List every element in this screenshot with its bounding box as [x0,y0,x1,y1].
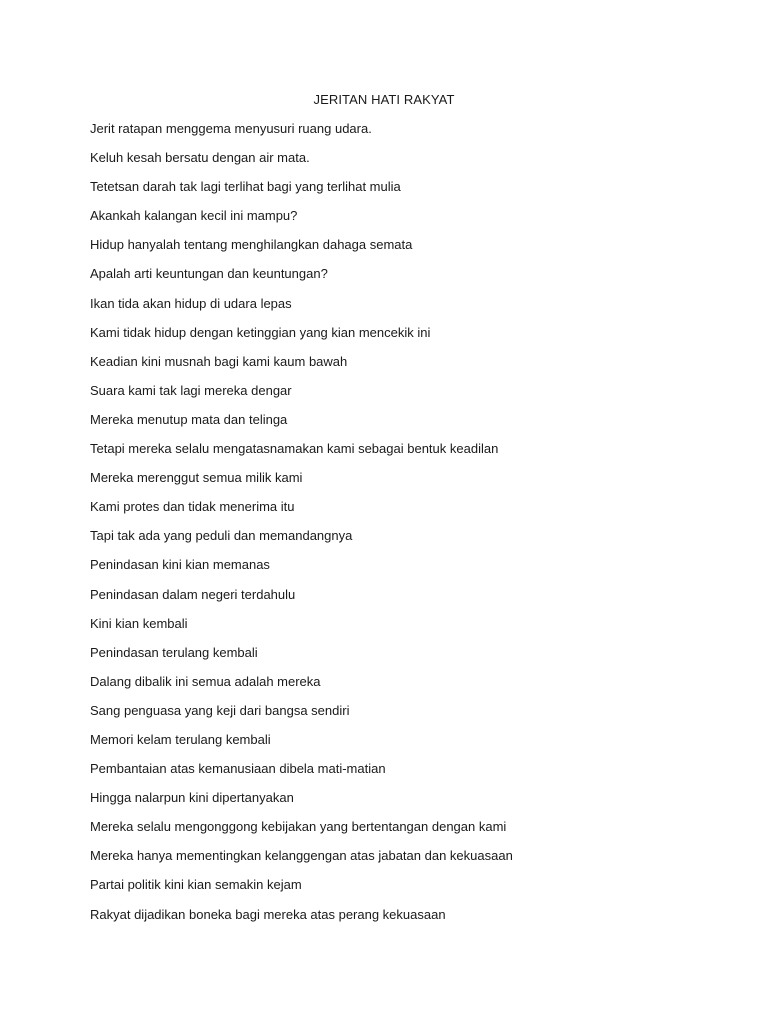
poem-line: Memori kelam terulang kembali [90,731,271,747]
poem-line: Sang penguasa yang keji dari bangsa sendiri [90,702,350,718]
poem-line: Dalang dibalik ini semua adalah mereka [90,673,321,689]
poem-line: Penindasan dalam negeri terdahulu [90,586,296,602]
poem-line: Kami tidak hidup dengan ketinggian yang kian mencekik ini [90,324,431,340]
poem-line: Mereka merenggut semua milik kami [90,470,303,486]
poem-line: Hidup hanyalah tentang menghilangkan dahaga semata [90,237,413,253]
poem-line: Ikan tida akan hidup di udara lepas [90,295,292,311]
poem-line: Mereka hanya mementingkan kelanggengan atas jabatan dan kekuasaan [90,848,513,864]
poem-line: Tapi tak ada yang peduli dan memandangnya [90,528,353,544]
poem-line: Mereka selalu mengonggong kebijakan yang bertentangan dengan kami [90,819,507,835]
poem-title: JERITAN HATI RAKYAT [313,92,455,107]
poem-line: Penindasan kini kian memanas [90,557,270,573]
poem-lines [90,121,730,936]
poem-line: Tetapi mereka selalu mengatasnamakan kami sebagai bentuk keadilan [90,441,499,457]
poem-line: Partai politik kini kian semakin kejam [90,877,302,893]
poem-line: Suara kami tak lagi mereka dengar [90,382,292,398]
poem-line: Pembantaian atas kemanusiaan dibela mati-matian [90,761,386,777]
poem-line: Hingga nalarpun kini dipertanyakan [90,790,294,806]
poem-line: Keluh kesah bersatu dengan air mata. [90,150,310,166]
poem-line: Kami protes dan tidak menerima itu [90,499,295,515]
poem-line: Akankah kalangan kecil ini mampu? [90,208,298,224]
poem-line: Penindasan terulang kembali [90,644,258,660]
poem-line: Rakyat dijadikan boneka bagi mereka atas perang kekuasaan [90,906,446,922]
poem-line: Kini kian kembali [90,615,188,631]
poem-line: Tetetsan darah tak lagi terlihat bagi yang terlihat mulia [90,179,401,195]
poem-line: Apalah arti keuntungan dan keuntungan? [90,266,328,282]
poem-line: Mereka menutup mata dan telinga [90,411,288,427]
poem-line: Keadian kini musnah bagi kami kaum bawah [90,353,348,369]
poem-line: Jerit ratapan menggema menyusuri ruang udara. [90,121,372,136]
